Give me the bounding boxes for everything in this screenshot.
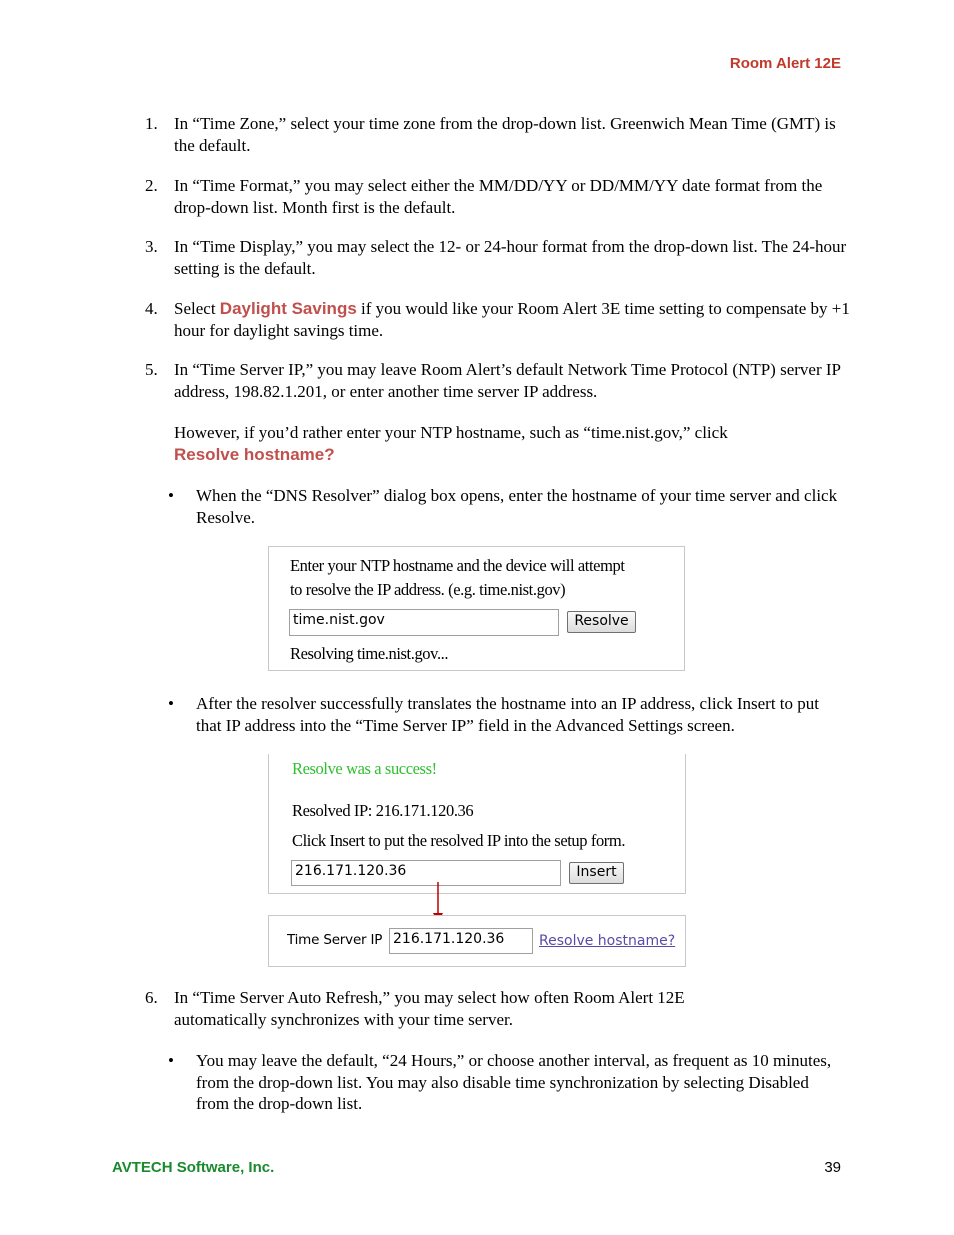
hostname-input[interactable]: time.nist.gov (289, 609, 559, 636)
step-text-post: if you would like your Room Alert 3E time setting to compensate by +1 hour for daylight savings time. (174, 299, 850, 340)
time-server-ip-label: Time Server IP (287, 932, 383, 948)
resolve-hostname-term: Resolve hostname? (174, 444, 335, 464)
footer-company: AVTECH Software, Inc. (112, 1159, 275, 1176)
bullet-symbol: • (168, 486, 174, 505)
step-text: In “Time Format,” you may select either the MM/DD/YY or DD/MM/YY date format from the drop-down list. Month first is the default. (174, 176, 823, 217)
resolve-success-dialog (268, 754, 686, 894)
daylight-savings-term: Daylight Savings (219, 299, 357, 318)
step-text: In “Time Zone,” select your time zone from the drop-down list. Greenwich Mean Time (GMT) is the default. (174, 114, 836, 155)
step-number: 3. (145, 237, 158, 256)
document-header-title: Room Alert 12E (729, 55, 841, 72)
step5-note-text: However, if you’d rather enter your NTP hostname, such as “time.nist.gov,” click (174, 423, 728, 442)
step-text: In “Time Display,” you may select the 12- or 24-hour format from the drop-down list. The 24-hour setting is the default. (174, 237, 847, 278)
bullet-symbol: • (168, 694, 174, 713)
dns-resolver-dialog (268, 546, 685, 671)
resolved-ip-input[interactable]: 216.171.120.36 (291, 860, 561, 886)
step-number: 1. (145, 114, 158, 133)
step-text: In “Time Server IP,” you may leave Room Alert’s default Network Time Protocol (NTP) server IP address, 198.82.1.201, or enter another time server IP address. (174, 360, 841, 401)
success-title: Resolve was a success! (292, 759, 437, 778)
step-text (174, 298, 854, 341)
step-number: 4. (145, 299, 158, 318)
resolver-instruction-line1: Enter your NTP hostname and the device will attempt (290, 556, 625, 575)
insert-button[interactable]: Insert (569, 862, 624, 884)
resolver-instruction-line2: to resolve the IP address. (e.g. time.nist.gov) (290, 580, 566, 599)
step-text-pre: Select (174, 299, 220, 318)
bullet-text: When the “DNS Resolver” dialog box opens, enter the hostname of your time server and click Resolve. (196, 486, 838, 527)
step-text: In “Time Server Auto Refresh,” you may select how often Room Alert 12E automatically synchronizes with your time server. (174, 988, 685, 1029)
bullet-text: After the resolver successfully translates the hostname into an IP address, click Insert to put that IP address into the “Time Server IP” field in the Advanced Settings screen. (196, 694, 819, 735)
time-server-ip-row (268, 915, 686, 967)
step-number: 2. (145, 176, 158, 195)
step-number: 6. (145, 988, 158, 1007)
resolved-ip-text: Resolved IP: 216.171.120.36 (292, 801, 474, 820)
page-number: 39 (824, 1159, 841, 1176)
time-server-ip-input[interactable]: 216.171.120.36 (389, 928, 533, 954)
resolver-status: Resolving time.nist.gov... (290, 644, 449, 663)
bullet-symbol: • (168, 1051, 174, 1070)
resolve-hostname-link[interactable]: Resolve hostname? (539, 933, 676, 949)
bullet-text: You may leave the default, “24 Hours,” or choose another interval, as frequent as 10 minutes, from the drop-down list. You may also disable time synchronization by selecting Disabled from the drop-down list. (196, 1051, 832, 1113)
step5-hostname-note (174, 422, 854, 465)
insert-instruction: Click Insert to put the resolved IP into the setup form. (292, 831, 626, 850)
step-number: 5. (145, 360, 158, 379)
resolve-button[interactable]: Resolve (567, 611, 636, 633)
